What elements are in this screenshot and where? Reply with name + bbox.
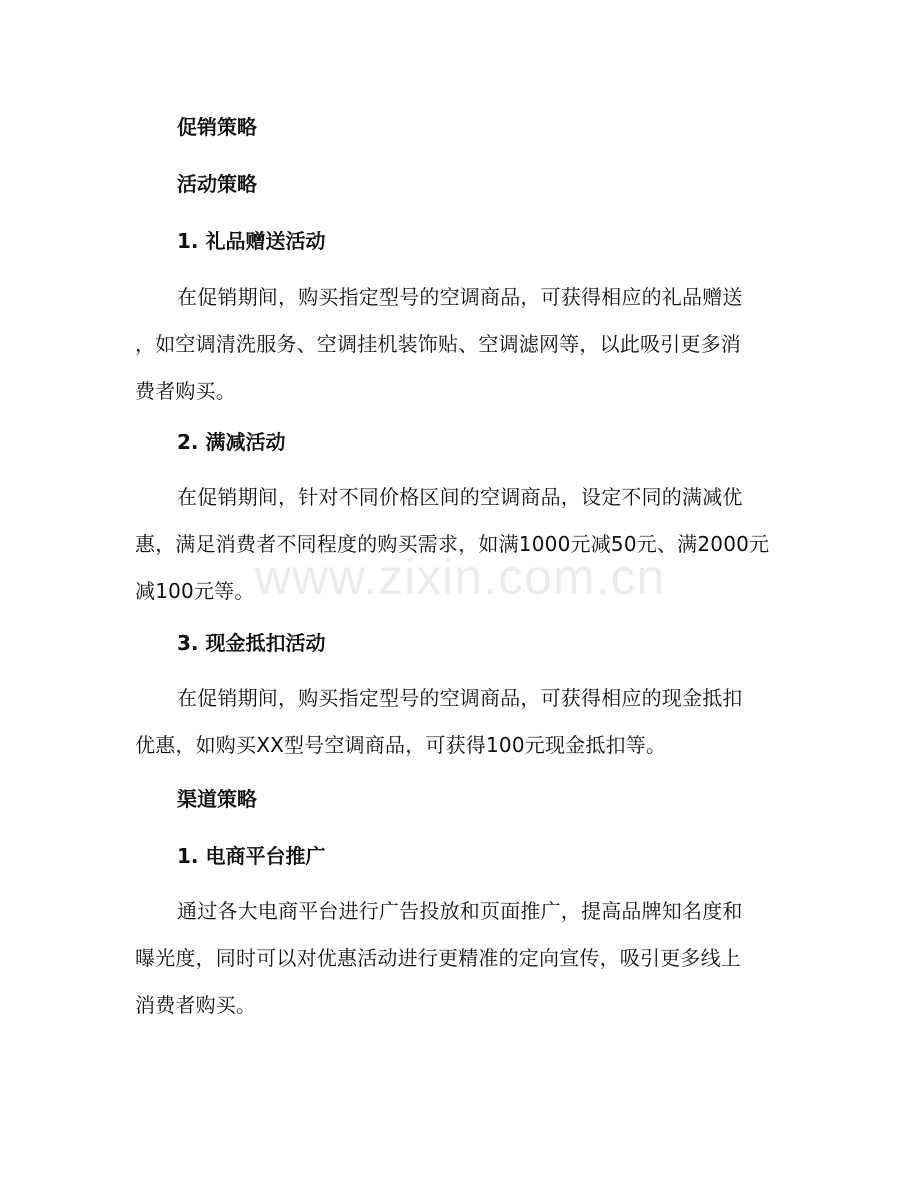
text-line: 消费者购买。 (135, 993, 257, 1017)
text-line: 惠，满足消费者不同程度的购买需求，如满1000元减50元、满2000元 (135, 532, 770, 556)
text-line: 通过各大电商平台进行广告投放和页面推广，提高品牌知名度和 (177, 899, 743, 923)
text-line: 曝光度，同时可以对优惠活动进行更精准的定向宣传，吸引更多线上 (135, 946, 741, 970)
heading-ecommerce-promotion: 1. 电商平台推广 (177, 844, 326, 868)
paragraph-gift-activity (135, 274, 795, 415)
heading-promotion-strategy: 促销策略 (177, 115, 257, 139)
text-line: 在促销期间，购买指定型号的空调商品，可获得相应的现金抵扣 (177, 686, 743, 710)
text-line: 在促销期间，购买指定型号的空调商品，可获得相应的礼品赠送 (177, 285, 743, 309)
heading-gift-activity: 1. 礼品赠送活动 (177, 229, 326, 253)
paragraph-ecommerce-promotion (135, 888, 795, 1029)
watermark: www.zixin.com.cn (254, 549, 666, 605)
paragraph-cash-activity (135, 675, 795, 769)
text-line: 减100元等。 (135, 579, 255, 603)
heading-activity-strategy: 活动策略 (177, 172, 257, 196)
heading-channel-strategy: 渠道策略 (177, 787, 257, 811)
text-line: ，如空调清洗服务、空调挂机装饰贴、空调滤网等，以此吸引更多消 (135, 332, 741, 356)
text-line: 费者购买。 (135, 379, 236, 403)
heading-discount-activity: 2. 满减活动 (177, 430, 286, 454)
heading-cash-activity: 3. 现金抵扣活动 (177, 631, 326, 655)
paragraph-discount-activity (135, 474, 795, 615)
text-line: 优惠，如购买XX型号空调商品，可获得100元现金抵扣等。 (135, 733, 667, 757)
text-line: 在促销期间，针对不同价格区间的空调商品，设定不同的满减优 (177, 485, 743, 509)
